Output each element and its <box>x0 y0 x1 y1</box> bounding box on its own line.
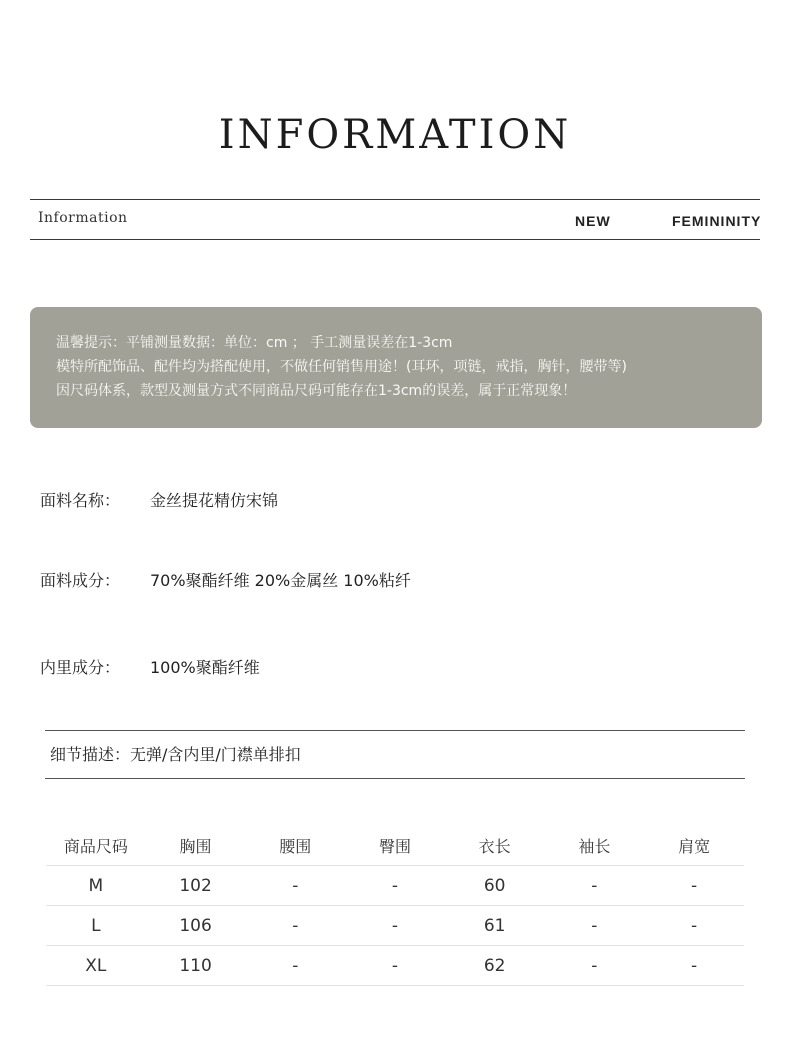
notice-line-3: 因尺码体系，款型及测量方式不同商品尺码可能存在1-3cm的误差，属于正常现象！ <box>56 383 577 399</box>
fabric-name-label: 面料名称： <box>40 491 121 510</box>
details-bottom-divider <box>45 778 745 779</box>
cell-size: L <box>46 906 146 946</box>
header-new-label: NEW <box>575 213 611 229</box>
cell-hip: - <box>345 866 445 906</box>
header-shoulder: 肩宽 <box>644 826 744 866</box>
cell-hip: - <box>345 906 445 946</box>
cell-chest: 110 <box>146 946 246 986</box>
header-top-divider <box>30 199 760 200</box>
cell-size: M <box>46 866 146 906</box>
details-top-divider <box>45 730 745 731</box>
header-waist: 腰围 <box>245 826 345 866</box>
page-title: INFORMATION <box>218 112 572 158</box>
cell-length: 62 <box>445 946 545 986</box>
cell-waist: - <box>245 866 345 906</box>
cell-shoulder: - <box>644 946 744 986</box>
notice-line-1: 温馨提示：平铺测量数据：单位：cm ； 手工测量误差在1-3cm <box>56 335 453 351</box>
cell-waist: - <box>245 906 345 946</box>
cell-chest: 106 <box>146 906 246 946</box>
fabric-composition-value: 70%聚酯纤维 20%金属丝 10%粘纤 <box>150 571 411 590</box>
fabric-composition-row <box>40 568 411 591</box>
fabric-name-row <box>40 488 278 511</box>
fabric-composition-label: 面料成分： <box>40 571 121 590</box>
cell-chest: 102 <box>146 866 246 906</box>
cell-shoulder: - <box>644 866 744 906</box>
table-row <box>46 866 744 906</box>
lining-composition-row <box>40 655 260 678</box>
cell-length: 61 <box>445 906 545 946</box>
notice-line-2: 模特所配饰品、配件均为搭配使用，不做任何销售用途！(耳环，项链，戒指，胸针，腰带等) <box>56 359 627 375</box>
header-femininity-label: FEMININITY <box>672 213 762 229</box>
size-table-header-row <box>46 826 744 866</box>
header-chest: 胸围 <box>146 826 246 866</box>
cell-waist: - <box>245 946 345 986</box>
cell-hip: - <box>345 946 445 986</box>
cell-shoulder: - <box>644 906 744 946</box>
fabric-name-value: 金丝提花精仿宋锦 <box>150 491 279 510</box>
measurement-notice <box>30 307 762 428</box>
size-table <box>46 826 744 986</box>
cell-length: 60 <box>445 866 545 906</box>
details-value: 无弹/含内里/门襟单排扣 <box>130 745 301 764</box>
cell-size: XL <box>46 946 146 986</box>
lining-composition-value: 100%聚酯纤维 <box>150 658 260 677</box>
details-label: 细节描述： <box>50 745 131 764</box>
cell-sleeve: - <box>545 946 645 986</box>
cell-sleeve: - <box>545 906 645 946</box>
table-row <box>46 946 744 986</box>
details-row <box>50 742 301 765</box>
header-information-label: Information <box>38 210 128 226</box>
header-length: 衣长 <box>445 826 545 866</box>
table-row <box>46 906 744 946</box>
header-size: 商品尺码 <box>46 826 146 866</box>
cell-sleeve: - <box>545 866 645 906</box>
lining-composition-label: 内里成分： <box>40 658 121 677</box>
header-hip: 臀围 <box>345 826 445 866</box>
header-bottom-divider <box>30 239 760 240</box>
header-sleeve: 袖长 <box>545 826 645 866</box>
